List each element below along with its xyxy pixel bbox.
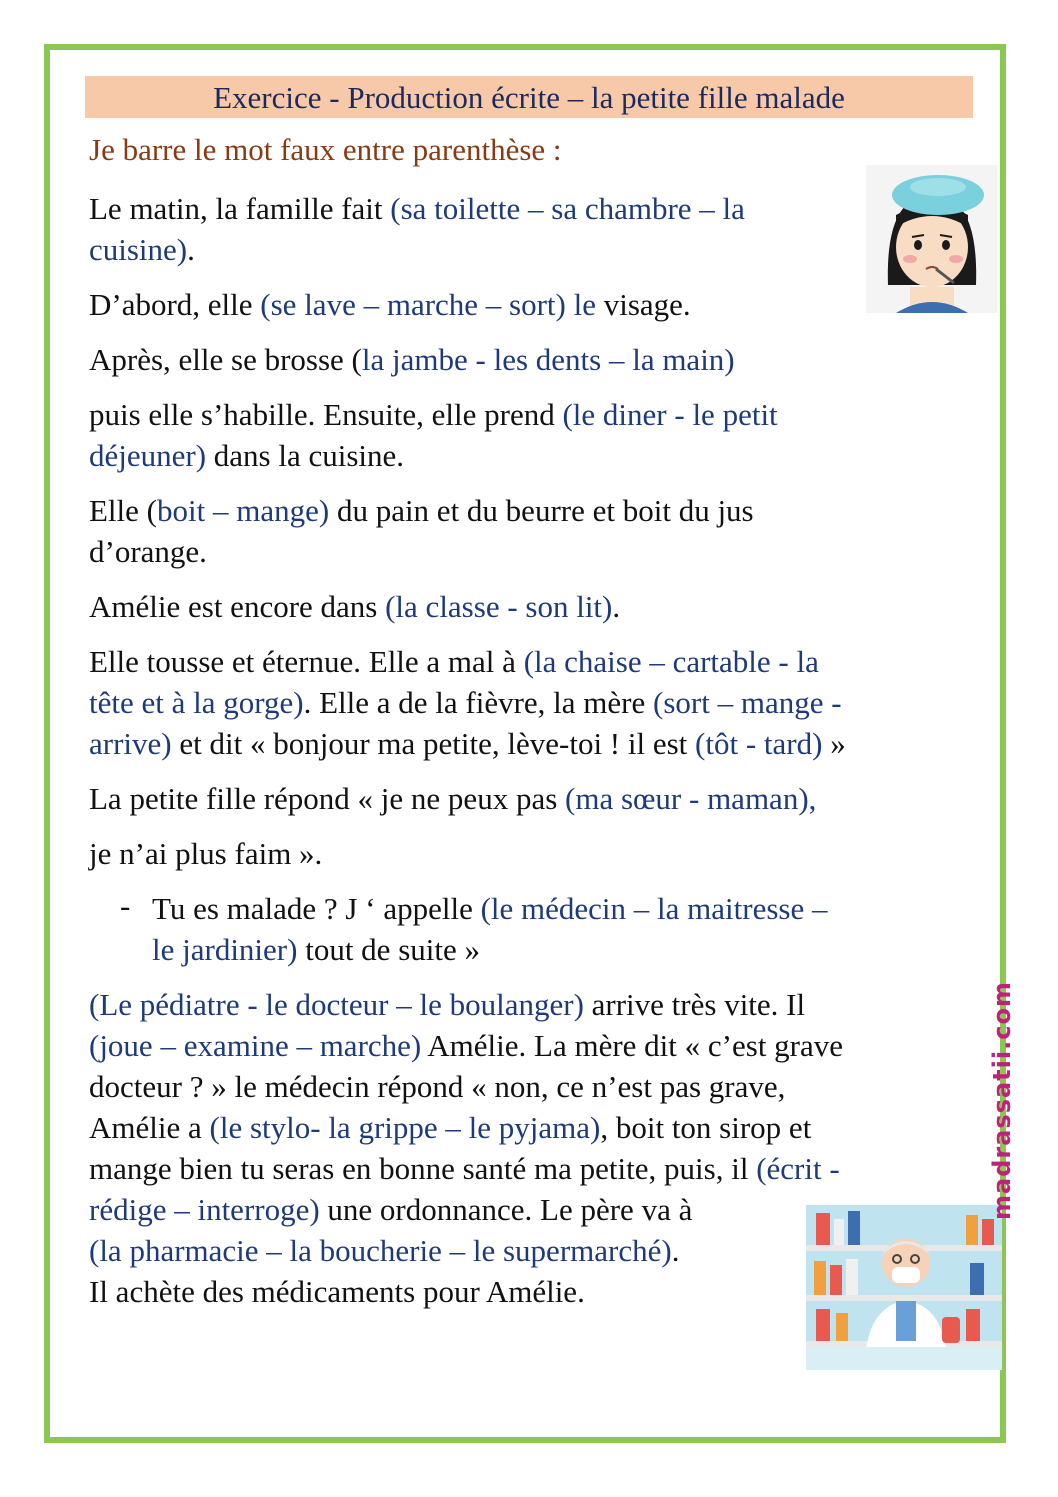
text-line: Tu es malade ? J ‘ appelle (le médecin – la maitresse – <box>152 891 828 926</box>
text-line: Elle tousse et éternue. Elle a mal à (la chaise – cartable - la <box>89 644 819 679</box>
text-line: D’abord, elle (se lave – marche – sort) le visage. <box>89 287 691 322</box>
word-options: (le médecin – la maitresse – <box>480 891 828 926</box>
text-line: d’orange. <box>89 534 207 569</box>
word-options: arrive) <box>89 726 172 761</box>
word-options: rédige – interroge) <box>89 1192 320 1227</box>
word-options: (joue – examine – marche) <box>89 1028 422 1063</box>
word-options: (la pharmacie – la boucherie – le supermarché) <box>89 1233 672 1268</box>
text-line: Amélie est encore dans (la classe - son lit). <box>89 589 621 624</box>
text-line: Le matin, la famille fait (sa toilette – sa chambre – la <box>89 191 745 226</box>
text-line: rédige – interroge) une ordonnance. Le père va à <box>89 1192 693 1227</box>
text-line: Après, elle se brosse (la jambe - les dents – la main) <box>89 342 735 377</box>
word-options: (Le pédiatre - le docteur – le boulanger) <box>89 987 584 1022</box>
word-options: (ma sœur - maman), <box>565 781 817 816</box>
text-line: docteur ? » le médecin répond « non, ce n’est pas grave, <box>89 1069 786 1104</box>
text-line: La petite fille répond « je ne peux pas (ma sœur - maman), <box>89 781 817 816</box>
text-line: Amélie a (le stylo- la grippe – le pyjama), boit ton sirop et <box>89 1110 812 1145</box>
text-line: je n’ai plus faim ». <box>89 836 323 871</box>
text-line: arrive) et dit « bonjour ma petite, lève-toi ! il est (tôt - tard) » <box>89 726 846 761</box>
word-options: (la classe - son lit) <box>385 589 613 624</box>
text-line: tête et à la gorge). Elle a de la fièvre, la mère (sort – mange - <box>89 685 842 720</box>
word-options: (la chaise – cartable - la <box>523 644 819 679</box>
text-line: Il achète des médicaments pour Amélie. <box>89 1274 585 1309</box>
text-line: déjeuner) dans la cuisine. <box>89 438 405 473</box>
word-options: (le diner - le petit <box>562 397 778 432</box>
text-line: (joue – examine – marche) Amélie. La mère dit « c’est grave <box>89 1028 844 1063</box>
word-options: cuisine) <box>89 232 188 267</box>
word-options: (se lave – marche – sort) le <box>260 287 596 322</box>
pharmacist-icon <box>806 1205 1002 1370</box>
list-dash: - <box>120 888 131 923</box>
word-options: tête et à la gorge) <box>89 685 304 720</box>
text-line: puis elle s’habille. Ensuite, elle prend (le diner - le petit <box>89 397 778 432</box>
word-options: (écrit - <box>756 1151 840 1186</box>
word-options: (sort – mange - <box>653 685 842 720</box>
word-options: la jambe - les dents – la main) <box>361 342 735 377</box>
text-line: mange bien tu seras en bonne santé ma petite, puis, il (écrit - <box>89 1151 840 1186</box>
text-line: (la pharmacie – la boucherie – le supermarché). <box>89 1233 680 1268</box>
word-options: (le stylo- la grippe – le pyjama) <box>209 1110 601 1145</box>
word-options: (sa toilette – sa chambre – la <box>390 191 745 226</box>
word-options: (tôt - tard) <box>695 726 823 761</box>
word-options: le jardinier) <box>152 932 298 967</box>
text-line: Elle (boit – mange) du pain et du beurre et boit du jus <box>89 493 754 528</box>
text-line: (Le pédiatre - le docteur – le boulanger) arrive très vite. Il <box>89 987 806 1022</box>
watermark: madrassatii.com <box>988 981 1016 1220</box>
text-line: cuisine). <box>89 232 195 267</box>
text-line: le jardinier) tout de suite » <box>152 932 480 967</box>
page-title: Exercice - Production écrite – la petite fille malade <box>85 76 973 118</box>
word-options: boit – mange) <box>157 493 330 528</box>
instruction: Je barre le mot faux entre parenthèse : <box>89 132 562 167</box>
word-options: déjeuner) <box>89 438 207 473</box>
